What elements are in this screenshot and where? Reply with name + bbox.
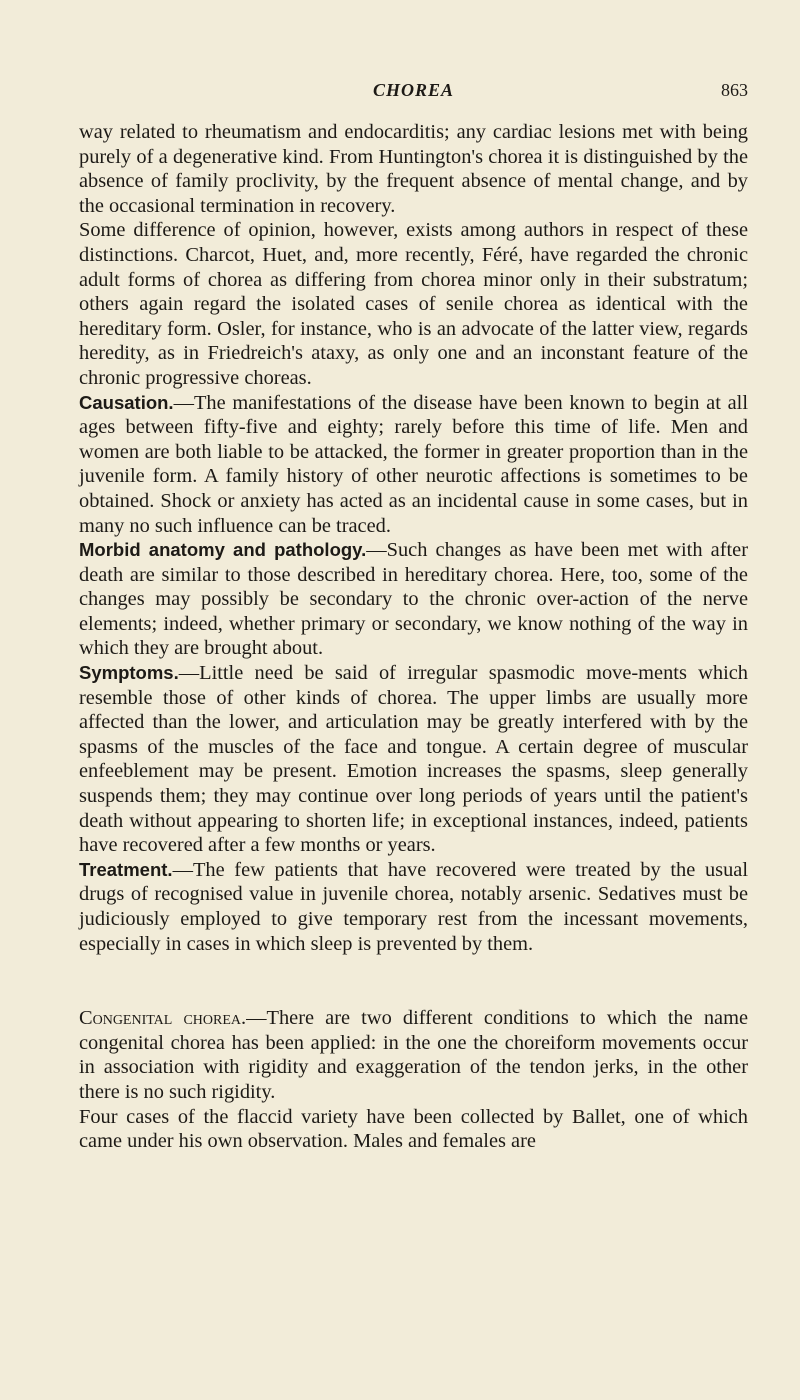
- paragraph-text: —Such changes as have been met with after death are similar to those described in hereditary chorea. Here, too, some of the changes may possibly be secondary to the chronic over-action of the nerve elements; indeed, whether primary or secondary, we know nothing of the way in which they are brought about.: [79, 539, 749, 660]
- body-text: [79, 120, 748, 1154]
- section-heading: Symptoms.: [79, 662, 179, 684]
- running-head: [79, 80, 748, 120]
- section-heading: Treatment.: [79, 858, 173, 880]
- section-heading: Morbid anatomy and pathology.: [79, 539, 367, 561]
- paragraph: [79, 1105, 748, 1154]
- paragraph-text: —The few patients that have recovered were treated by the usual drugs of recognised value in juvenile chorea, notably arsenic. Sedatives must be judiciously employed to give temporary rest from the incessant movements, especially in cases in which sleep is prevented by them.: [79, 858, 748, 955]
- paragraph: [79, 1006, 748, 1104]
- section-gap: [79, 956, 748, 1006]
- paragraph-text: way related to rheumatism and endocarditis; any cardiac lesions met with being purely of a degenerative kind. From Huntington's chorea it is distinguished by the absence of family proclivity, by the frequent absence of mental change, and by the occasional termination in recovery.: [79, 121, 748, 217]
- paragraph-text: —Little need be said of irregular spasmodic move-ments which resemble those of other kinds of chorea. The upper limbs are usually more affected than the lower, and articulation may be greatly interfered with by the spasms of the muscles of the face and tongue. A certain degree of muscular enfeeblement may be present. Emotion increases the spasms, sleep generally suspends them; they may continue over long periods of years until the patient's death without appearing to shorten life; in exceptional instances, indeed, patients have recovered after a few months or years.: [79, 662, 748, 857]
- paragraph-text: —There are two different conditions to which the name congenital chorea has been applied: in the one the choreiform movements occur in association with rigidity and exaggeration of the tendon jerks, in the other there is no such rigidity.: [79, 1007, 748, 1103]
- paragraph: [79, 120, 748, 218]
- page-number: 863: [721, 80, 748, 100]
- paragraph: [79, 391, 748, 539]
- paragraph-text: —The manifestations of the disease have been known to begin at all ages between fifty-five and eighty; rarely before this time of life. Men and women are both liable to be attacked, the former in greater proportion than in the juvenile form. A family history of other neurotic affections is sometimes to be obtained. Shock or anxiety has acted as an incidental cause in some cases, but in many no such influence can be traced.: [79, 391, 748, 537]
- section-heading: Causation.: [79, 391, 174, 413]
- paragraph: [79, 858, 748, 956]
- paragraph: [79, 661, 748, 858]
- paragraph-text: Four cases of the flaccid variety have been collected by Ballet, one of which came under his own observation. Males and females are: [79, 1105, 748, 1153]
- paragraph: [79, 538, 748, 661]
- paragraph: [79, 218, 748, 390]
- section-heading-smallcaps: Congenital chorea.: [79, 1007, 247, 1030]
- book-page: [0, 80, 800, 1400]
- running-title: CHOREA: [372, 80, 455, 100]
- paragraph-text: Some difference of opinion, however, exists among authors in respect of these distinctions. Charcot, Huet, and, more recently, Féré, have regarded the chronic adult forms of chorea as differing from chorea minor only in their substratum; others again regard the isolated cases of senile chorea as identical with the hereditary form. Osler, for instance, who is an advocate of the latter view, regards heredity, as in Friedreich's ataxy, as only one and an inconstant feature of the chronic progressive choreas.: [79, 219, 748, 389]
